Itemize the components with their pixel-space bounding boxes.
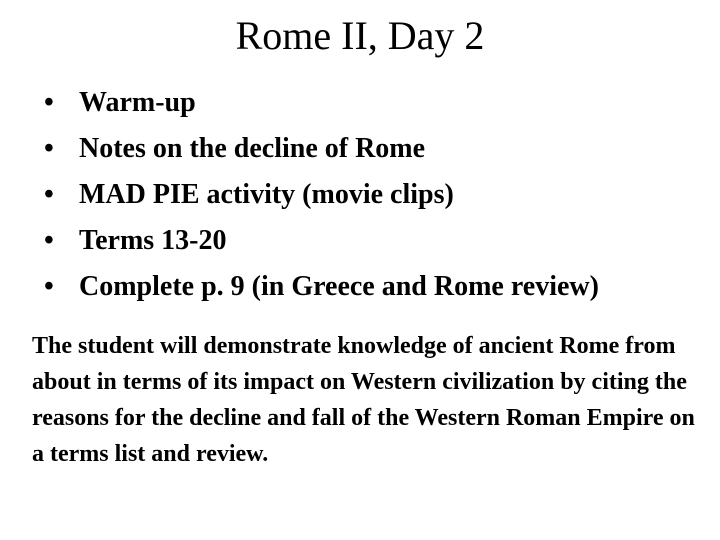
bullet-icon: • [44, 225, 54, 256]
agenda-item-label: Warm-up [79, 87, 196, 118]
bullet-icon: • [44, 133, 54, 164]
agenda-item-activity [44, 172, 599, 218]
bullet-icon: • [44, 87, 54, 118]
agenda-item-warm-up [44, 80, 599, 126]
agenda-item-label: Notes on the decline of Rome [79, 133, 426, 164]
agenda-item-label: Complete p. 9 (in Greece and Rome review) [79, 271, 599, 302]
agenda-item-notes [44, 126, 599, 172]
bullet-icon: • [44, 271, 54, 302]
slide-title: Rome II, Day 2 [235, 13, 485, 58]
agenda-item-label: MAD PIE activity (movie clips) [79, 179, 454, 210]
bullet-icon: • [44, 179, 54, 210]
agenda-list [44, 80, 599, 310]
agenda-item-terms [44, 218, 599, 264]
agenda-item-review [44, 264, 599, 310]
learning-objective: The student will demonstrate knowledge of ancient Rome from about in terms of its impact on Western civilization by citing the reasons for the decline and fall of the Western Roman Empire on a terms list and review. [32, 333, 695, 467]
agenda-item-label: Terms 13-20 [79, 225, 227, 256]
